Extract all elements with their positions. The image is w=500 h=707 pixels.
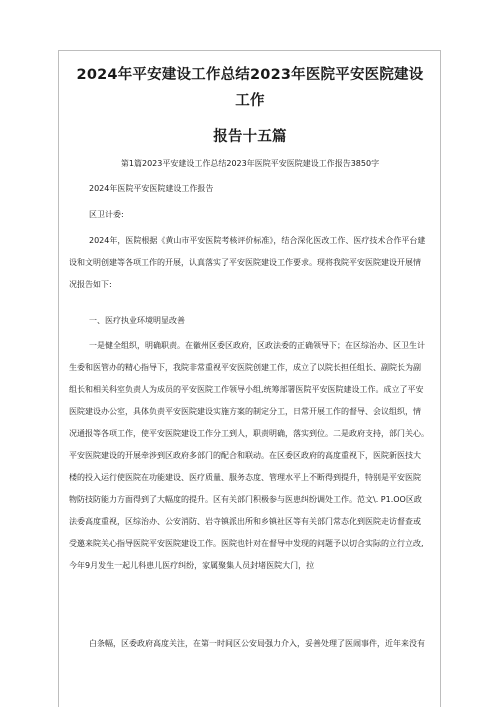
intro-line: 2024年，医院根据《黄山市平安医院考核评价标准》，结合深化医改工作、医疗技术合作平台建 — [89, 236, 426, 245]
salutation: 区卫计委: — [89, 210, 124, 219]
body-line: 生委和医管办的精心指导下，我院非常重视平安医院创建工作，成立了以院长担任组长、副院长为副 — [69, 363, 421, 372]
body-line: 物防技防能力方面得到了大幅度的提升。区有关部门积极参与医患纠纷调处工作。范文\. P1.OO区政 — [69, 495, 422, 504]
intro-line: 设和文明创建等各项工作的开展，认真落实了平安医院建设工作要求。现将我院平安医院建设开展情 — [69, 258, 421, 267]
body-line: 法委高度重视，区综治办、公安消防、岩寺镇派出所和乡镇社区等有关部门常态化到医院走访督查或 — [69, 517, 421, 526]
title-line-2: 报告十五篇 — [213, 129, 287, 145]
body-line: 今年9月发生一起儿科患儿医疗纠纷，家属聚集人员封堵医院大门，拉 — [69, 561, 315, 570]
body-line: 况通报等各项工作，使平安医院建设工作分工到人，职责明确，落实到位。二是政府支持，部门关心。 — [69, 429, 429, 438]
intro-paragraph — [69, 230, 431, 296]
body-line: 平安医院建设的开展牵涉到区政府多部门的配合和联动。在区委区政府的高度重视下，医院新医技大 — [69, 451, 421, 460]
body-line: 一是健全组织，明确职责。在徽州区委区政府，区政法委的正确领导下；在区综治办、区卫生计 — [89, 341, 425, 350]
tail-line: 白条幅，区委政府高度关注，在第一时间区公安局强力介入，妥善处理了医闹事件，近年来没有 — [89, 639, 425, 648]
report-heading: 2024年医院平安医院建设工作报告 — [89, 184, 214, 193]
intro-line: 况报告如下: — [69, 280, 112, 289]
body-paragraph — [69, 335, 431, 577]
document-title — [70, 62, 430, 150]
body-line: 受邀来院关心指导医院平安医院建设工作。医院也针对在督导中发现的问题予以切合实际的立行立改, — [69, 539, 424, 548]
section-heading: 一、医疗执业环境明显改善 — [89, 316, 185, 325]
body-line: 组长和相关科室负责人为成员的平安医院工作领导小组,统筹部署医院平安医院建设工作。成立了平安 — [69, 385, 424, 394]
body-line: 医院建设办公室，具体负责平安医院建设实施方案的制定分工，日常开展工作的督导、会议组织，情 — [69, 407, 421, 416]
body-line: 楼的投入运行使医院在功能建设、医疗质量、服务态度、管理水平上不断得到提升，特别是平安医院 — [69, 473, 421, 482]
title-line-1: 2024年平安建设工作总结2023年医院平安医院建设工作 — [76, 67, 424, 109]
document-subtitle: 第1篇2023平安建设工作总结2023年医院平安医院建设工作报告3850字 — [120, 159, 380, 168]
